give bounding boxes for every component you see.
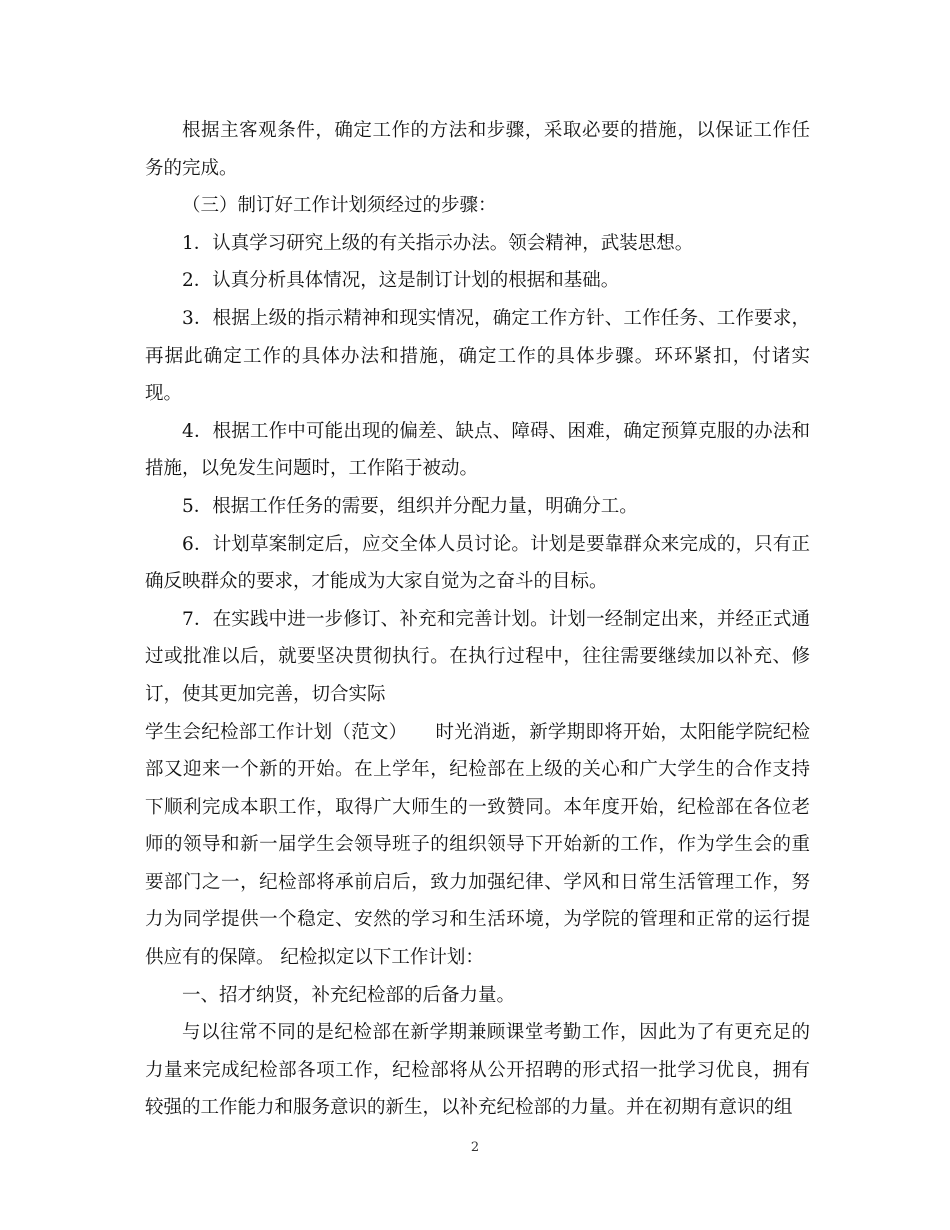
list-item: 7．在实践中进一步修订、补充和完善计划。计划一经制定出来，并经正式通过或批准以后，就要坚决贯彻执行。在执行过程中，往往需要继续加以补充、修订，使其更加完善，切合实际 — [145, 608, 810, 705]
page-number: 2 — [470, 1140, 480, 1155]
document-body — [145, 112, 810, 1127]
paragraph: 学生会纪检部工作计划（范文） 时光消逝，新学期即将开始，太阳能学院纪检部又迎来一个新的开始。在上学年，纪检部在上级的关心和广大学生的合作支持下顺利完成本职工作，取得广大师生的一致赞同。本年度开始，纪检部在各位老师的领导和新一届学生会领导班子的组织领导下开始新的工作，作为学生会的重要部门之一，纪检部将承前启后，致力加强纪律、学风和日常生活管理工作，努力为同学提供一个稳定、安然的学习和生活环境，为学院的管理和正常的运行提供应有的保障。 纪检拟定以下工作计划： — [145, 721, 810, 969]
paragraph: 与以往常不同的是纪检部在新学期兼顾课堂考勤工作，因此为了有更充足的力量来完成纪检部各项工作，纪检部将从公开招聘的形式招一批学习优良，拥有较强的工作能力和服务意识的新生，以补充纪检部的力量。并在初期有意识的组 — [145, 1022, 810, 1119]
list-item: 2．认真分析具体情况，这是制订计划的根据和基础。 — [182, 270, 620, 292]
list-item: 6．计划草案制定后，应交全体人员讨论。计划是要靠群众来完成的，只有正确反映群众的要求，才能成为大家自觉为之奋斗的目标。 — [145, 533, 810, 593]
list-item: 4．根据工作中可能出现的偏差、缺点、障碍、困难，确定预算克服的办法和措施，以免发生问题时，工作陷于被动。 — [145, 420, 810, 480]
list-item: 1．认真学习研究上级的有关指示办法。领会精神，武装思想。 — [182, 232, 694, 254]
section-heading: 一、招才纳贤，补充纪检部的后备力量。 — [182, 984, 516, 1006]
list-item: 3．根据上级的指示精神和现实情况，确定工作方针、工作任务、工作要求，再据此确定工作的具体办法和措施，确定工作的具体步骤。环环紧扣，付诸实现。 — [145, 307, 810, 405]
section-heading: （三）制订好工作计划须经过的步骤： — [182, 195, 497, 217]
paragraph: 根据主客观条件，确定工作的方法和步骤，采取必要的措施，以保证工作任务的完成。 — [145, 120, 810, 179]
list-item: 5．根据工作任务的需要，组织并分配力量，明确分工。 — [182, 495, 638, 517]
